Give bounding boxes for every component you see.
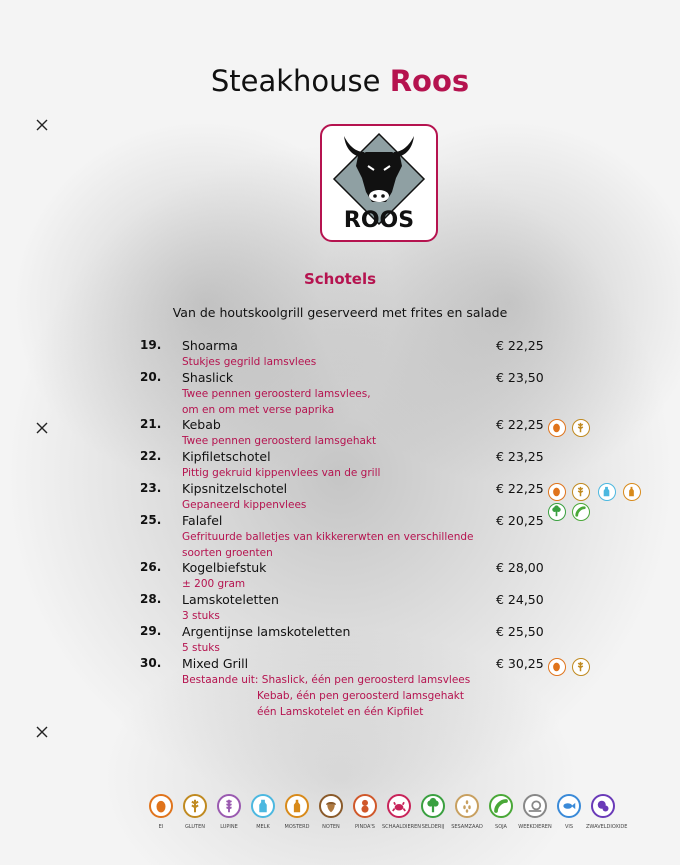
item-description: [182, 386, 371, 418]
legend-item-pinda: [348, 794, 382, 830]
item-description: [182, 529, 473, 561]
egg-icon: [548, 483, 566, 501]
item-name: Kogelbiefstuk: [182, 560, 267, 575]
item-number: 29.: [140, 624, 162, 638]
legend-item-zwaveldioxide: [586, 794, 628, 830]
legend-item-selderij: [416, 794, 450, 830]
item-price: € 22,25: [496, 338, 544, 353]
item-price: € 22,25: [496, 417, 544, 432]
acorn-icon: [319, 794, 343, 818]
legend-item-gluten: [178, 794, 212, 830]
description-line: Stukjes gegrild lamsvlees: [182, 356, 317, 368]
mustard-icon: [285, 794, 309, 818]
item-number: 20.: [140, 370, 162, 384]
wheat-icon: [572, 419, 590, 437]
crab-icon: [387, 794, 411, 818]
legend-label: VIS: [564, 824, 574, 830]
close-icon[interactable]: [36, 422, 48, 434]
item-number: 22.: [140, 449, 162, 463]
legend-label: MOSTERD: [284, 824, 310, 830]
close-icon[interactable]: [36, 119, 48, 131]
legend-item-noten: [314, 794, 348, 830]
item-price: € 24,50: [496, 592, 544, 607]
soy-icon: [489, 794, 513, 818]
description-line: ± 200 gram: [182, 578, 246, 590]
item-number: 28.: [140, 592, 162, 606]
page-title: [0, 64, 680, 98]
legend-item-mosterd: [280, 794, 314, 830]
title-brand: Roos: [389, 64, 470, 98]
item-description: [182, 640, 220, 656]
egg-icon: [149, 794, 173, 818]
item-description: [182, 497, 306, 513]
item-number: 23.: [140, 481, 162, 495]
section-subtitle: Van de houtskoolgrill geserveerd met frites en salade: [172, 305, 508, 320]
wheat-icon: [572, 483, 590, 501]
legend-item-soja: [484, 794, 518, 830]
wheat-icon: [572, 658, 590, 676]
item-name: Falafel: [182, 513, 223, 528]
fish-icon: [557, 794, 581, 818]
section-title: Schotels: [303, 270, 377, 288]
legend-item-vis: [552, 794, 586, 830]
legend-item-weekdieren: [518, 794, 552, 830]
legend-label: SOJA: [495, 824, 507, 830]
description-line: 3 stuks: [182, 610, 220, 622]
description-line: Kebab, één pen geroosterd lamsgehakt: [257, 690, 464, 702]
legend-item-lupine: [212, 794, 246, 830]
description-line: om en om met verse paprika: [182, 404, 335, 416]
description-line: Bestaande uit: Shaslick, één pen geroosterd lamsvlees: [182, 674, 471, 686]
item-description: [182, 465, 380, 481]
item-description: [182, 608, 220, 624]
legend-item-schaaldieren: [382, 794, 422, 830]
description-line: soorten groenten: [182, 547, 273, 559]
item-name: Shoarma: [182, 338, 238, 353]
item-description: [182, 576, 245, 592]
wheat-icon: [183, 794, 207, 818]
item-price: € 30,25: [496, 656, 544, 671]
item-name: Kebab: [182, 417, 221, 432]
legend-label: SCHAALDIEREN: [382, 824, 422, 830]
legend-label: MELK: [256, 824, 270, 830]
legend-item-ei: [144, 794, 178, 830]
sesame-icon: [455, 794, 479, 818]
snail-icon: [523, 794, 547, 818]
item-description: [182, 354, 316, 370]
description-line: één Lamskotelet en één Kipfilet: [257, 706, 424, 718]
legend-label: GLUTEN: [184, 824, 206, 830]
description-line: Pittig gekruid kippenvlees van de grill: [182, 467, 381, 479]
item-description: [182, 433, 376, 449]
roos-logo: [320, 124, 438, 242]
item-price: € 25,50: [496, 624, 544, 639]
legend-item-sesamzaad: [450, 794, 484, 830]
legend-label: WEEKDIEREN: [518, 824, 552, 830]
legend-label: ZWAVELDIOXIDE: [586, 824, 628, 830]
item-name: Shaslick: [182, 370, 234, 385]
milk-icon: [598, 483, 616, 501]
legend-label: SELDERIJ: [421, 824, 445, 830]
legend-label: SESAMZAAD: [451, 824, 483, 830]
description-line: 5 stuks: [182, 642, 220, 654]
item-number: 21.: [140, 417, 162, 431]
item-number: 30.: [140, 656, 162, 670]
peanut-icon: [353, 794, 377, 818]
close-icon[interactable]: [36, 726, 48, 738]
legend-label: LUPINE: [220, 824, 238, 830]
legend-label: NOTEN: [322, 824, 340, 830]
lupine-icon: [217, 794, 241, 818]
egg-icon: [548, 419, 566, 437]
description-line: Gefrituurde balletjes van kikkererwten en verschillende: [182, 531, 474, 543]
egg-icon: [548, 658, 566, 676]
milk-icon: [251, 794, 275, 818]
item-name: Argentijnse lamskoteletten: [182, 624, 351, 639]
item-price: € 20,25: [496, 513, 544, 528]
mustard-icon: [623, 483, 641, 501]
celery-icon: [548, 503, 566, 521]
item-number: 26.: [140, 560, 162, 574]
item-price: € 22,25: [496, 481, 544, 496]
item-description: [182, 672, 470, 720]
item-name: Mixed Grill: [182, 656, 249, 671]
item-number: 19.: [140, 338, 162, 352]
logo-text: ROOS: [343, 208, 415, 233]
description-line: Gepaneerd kippenvlees: [182, 499, 307, 511]
title-prefix: Steakhouse: [210, 64, 381, 98]
description-line: Twee pennen geroosterd lamsvlees,: [182, 388, 371, 400]
item-name: Kipfiletschotel: [182, 449, 271, 464]
legend-item-melk: [246, 794, 280, 830]
legend-label: EI: [158, 824, 164, 830]
soy-icon: [572, 503, 590, 521]
item-number: 25.: [140, 513, 162, 527]
item-price: € 23,25: [496, 449, 544, 464]
sulphite-icon: [591, 794, 615, 818]
item-name: Lamskoteletten: [182, 592, 279, 607]
item-price: € 28,00: [496, 560, 544, 575]
item-price: € 23,50: [496, 370, 544, 385]
legend-label: PINDA'S: [355, 824, 375, 830]
item-name: Kipsnitzelschotel: [182, 481, 288, 496]
celery-icon: [421, 794, 445, 818]
description-line: Twee pennen geroosterd lamsgehakt: [182, 435, 377, 447]
